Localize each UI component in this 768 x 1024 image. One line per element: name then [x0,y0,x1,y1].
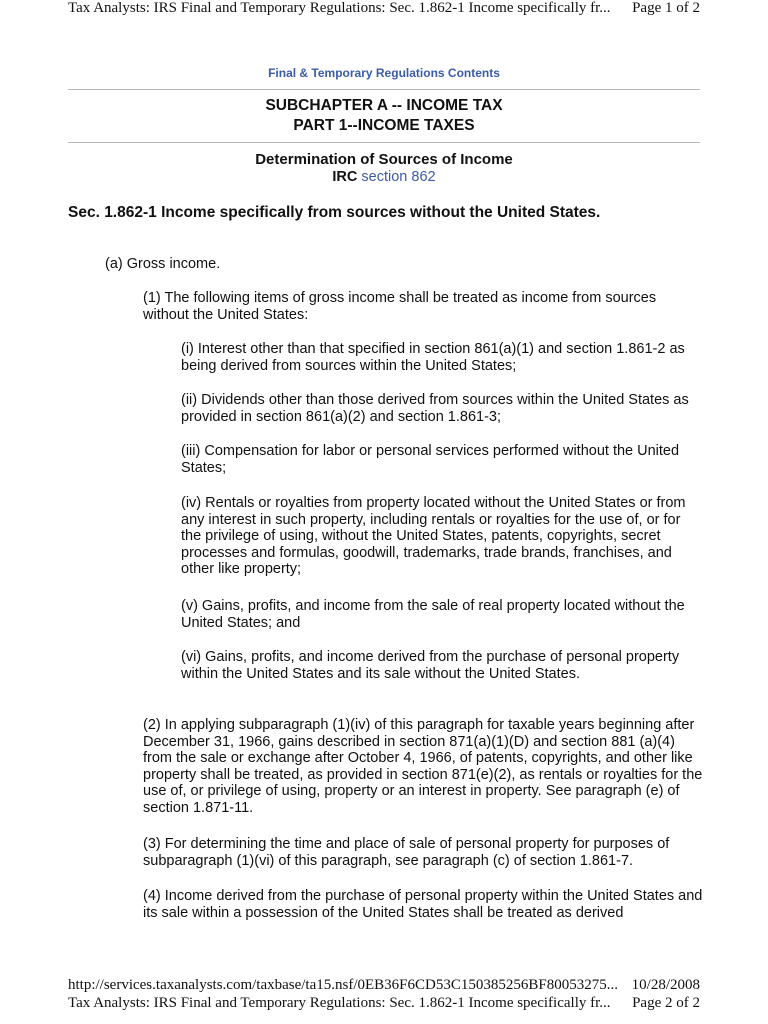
item-vi: (vi) Gains, profits, and income derived from the purchase of personal property within the United States and its sale without the United States. [181,649,680,682]
print-footer-url [68,977,700,994]
footer-title: Tax Analysts: IRS Final and Temporary Regulations: Sec. 1.862-1 Income specifically fr... [68,995,611,1011]
irc-section-link[interactable]: section 862 [361,169,436,185]
item-ii: (ii) Dividends other than those derived from sources within the United States as provided in section 861(a)(2) and section 1.861-3; [181,392,689,425]
print-header [68,0,700,17]
footer-page: Page 2 of 2 [632,995,700,1011]
part-title: PART 1--INCOME TAXES [293,117,475,134]
divider-middle [68,142,700,143]
subchapter-title: SUBCHAPTER A -- INCOME TAX [265,97,503,114]
header-page: Page 1 of 2 [632,0,700,16]
footer-date: 10/28/2008 [631,977,700,993]
irc-prefix: IRC [332,169,358,185]
topic-title: Determination of Sources of Income [255,151,513,168]
paragraph-4: (4) Income derived from the purchase of personal property within the United States and its sale within a possession of the United States shall be treated as derived [143,888,703,921]
item-iii: (iii) Compensation for labor or personal services performed without the United States; [181,443,680,476]
paragraph-3: (3) For determining the time and place of sale of personal property for purposes of subparagraph (1)(vi) of this paragraph, see paragraph (c) of section 1.861-7. [143,836,670,869]
print-footer [68,995,700,1012]
irc-reference [0,169,768,185]
contents-link[interactable]: Final & Temporary Regulations Contents [268,66,500,80]
item-v: (v) Gains, profits, and income from the sale of real property located without the United States; and [181,598,685,631]
paragraph-2: (2) In applying subparagraph (1)(iv) of this paragraph for taxable years beginning after December 31, 1966, gains described in section 871(a)(1)(D) and section 881 (a)(4) from the sale or exchange after October 4, 1966, of patents, copyrights, and other like property shall be treated, as provided in section 871(e)(2), as rentals or royalties for the use of, or privilege of using, property or an interest in property. See paragraph (e) of section 1.871-11. [143,717,703,816]
section-heading: Sec. 1.862-1 Income specifically from sources without the United States. [68,204,601,221]
footer-url: http://services.taxanalysts.com/taxbase/ta15.nsf/0EB36F6CD53C150385256BF80053275... [68,977,618,993]
divider-top [68,89,700,90]
item-i: (i) Interest other than that specified in section 861(a)(1) and section 1.861-2 as being derived from sources within the United States; [181,341,685,374]
paragraph-1: (1) The following items of gross income shall be treated as income from sources without the United States: [143,290,657,323]
header-title: Tax Analysts: IRS Final and Temporary Regulations: Sec. 1.862-1 Income specifically fr... [68,0,611,16]
item-iv: (iv) Rentals or royalties from property located without the United States or from any interest in such property, including rentals or royalties for the use of, or for the privilege of using, without the United States, patents, copyrights, secret processes and formulas, goodwill, trademarks, trade brands, franchises, and other like property; [181,495,686,578]
paragraph-a: (a) Gross income. [105,256,221,272]
